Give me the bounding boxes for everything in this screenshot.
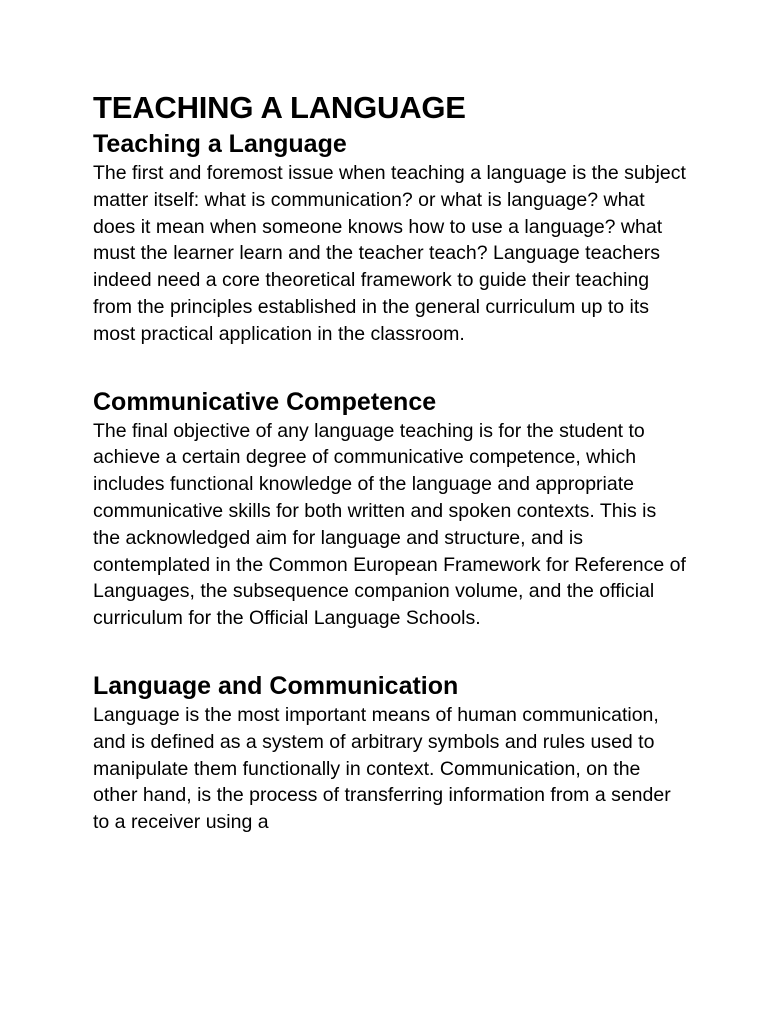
- section-heading: Language and Communication: [93, 671, 459, 700]
- section-teaching-a-language: [93, 128, 688, 348]
- section-paragraph: The first and foremost issue when teaching a language is the subject matter itself: what is communication? or what is language? what does it mean when someone knows how to use a language? what must the learner learn and the teacher teach? Language teachers indeed need a core theoretical framework to guide their teaching from the principles established in the general curriculum up to its most practical application in the classroom.: [93, 162, 686, 345]
- section-language-and-communication: [93, 670, 688, 836]
- section-paragraph: Language is the most important means of human communication, and is defined as a system of arbitrary symbols and rules used to manipulate them functionally in context. Communication, on the other hand, is the process of transferring information from a sender to a receiver using a: [93, 703, 671, 834]
- document-title: TEACHING A LANGUAGE: [93, 90, 466, 125]
- section-heading: Teaching a Language: [93, 130, 347, 158]
- section-heading: Communicative Competence: [93, 387, 437, 416]
- section-paragraph: The final objective of any language teaching is for the student to achieve a certain degree of communicative competence, which includes functional knowledge of the language and appropriate communicative skills for both written and spoken contexts. This is the acknowledged aim for language and structure, and is contemplated in the Common European Framework for Reference of Languages, the subsequence companion volume, and the official curriculum for the Official Language Schools.: [93, 419, 686, 630]
- section-communicative-competence: [93, 386, 688, 632]
